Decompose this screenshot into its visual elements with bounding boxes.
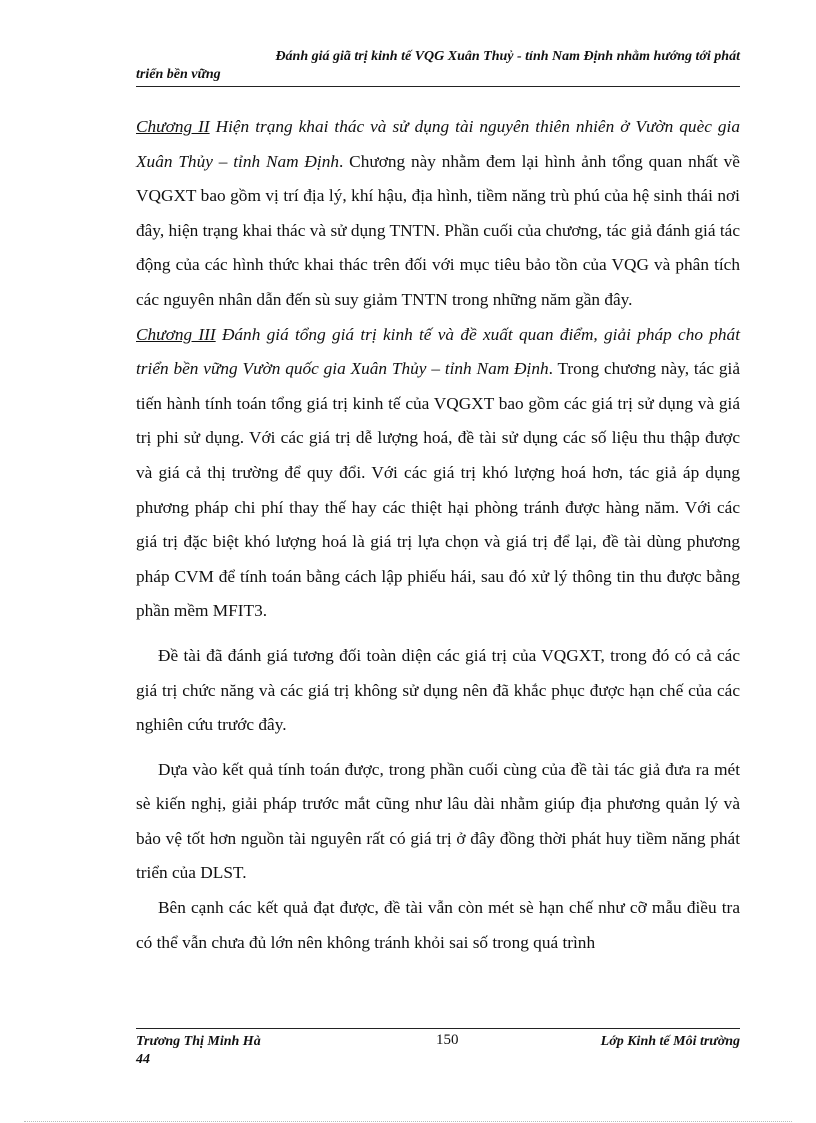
paragraph-chapter-2 <box>136 110 740 318</box>
paragraph-recommendations: Dựa vào kết quả tính toán được, trong phần cuối cùng của đề tài tác giả đưa ra mét sè kiến nghị, giải pháp trước mắt cũng như lâu dài nhằm giúp địa phương quản lý và bảo vệ tốt hơn nguồn tài nguyên rất có giá trị ở đây đồng thời phát huy tiềm năng phát triển của DLST. <box>136 759 740 883</box>
chapter-3-label: Chương III <box>136 324 216 344</box>
chapter-2-title: Hiện trạng khai thác và sử dụng tài nguyên thiên nhiên ở Vườn quèc gia Xuân Thủy – tỉnh Nam Định <box>136 117 740 171</box>
chapter-3-text: . Trong chương này, tác giả tiến hành tính toán tổng giá trị kinh tế của VQGXT bao gồm các giá trị sử dụng và giá trị phi sử dụng. Với các giá trị dễ lượng hoá, đề tài sử dụng các số liệu thu thập được và giá cả thị trường để quy đổi. Với các giá trị khó lượng hoá hơn, tác giả áp dụng phương pháp chi phí thay thế hay các thiệt hại phòng tránh được hàng năm. Với các giá trị đặc biệt khó lượng hoá là giá trị lựa chọn và giá trị để lại, đề tài dùng phương pháp CVM để tính toán bằng cách lập phiếu hái, sau đó xử lý thông tin thu được bằng phần mềm MFIT3. <box>136 359 740 621</box>
page-footer <box>136 1028 740 1067</box>
header-title-line1: Đánh giá giã trị kinh tế VQG Xuân Thuỷ - tỉnh Nam Định nhằm hướng tới phát <box>275 49 740 64</box>
chapter-3-title: Đánh giá tổng giá trị kinh tế và đề xuất quan điểm, giải pháp cho phát triển bền vững Vườn quốc gia Xuân Thủy – tỉnh Nam Định <box>136 324 740 379</box>
chapter-2-label: Chương II <box>136 117 210 136</box>
page-bottom-divider <box>24 1121 792 1122</box>
paragraph-limitations: Bên cạnh các kết quả đạt được, đề tài vẫn còn mét sè hạn chế như cỡ mẫu điều tra có thể vẫn chưa đủ lớn nên không tránh khỏi sai số trong quá trình <box>136 898 740 952</box>
footer-class-name: Lớp Kinh tế Môi trường <box>600 1034 740 1049</box>
header-title-line2: triển bền vững <box>136 67 221 82</box>
footer-author: Trương Thị Minh Hà <box>136 1034 261 1049</box>
paragraph-chapter-3 <box>136 318 740 629</box>
paragraph-evaluation: Đề tài đã đánh giá tương đối toàn diện các giá trị của VQGXT, trong đó có cả các giá trị chức năng và các giá trị không sử dụng nên đã khắc phục được hạn chế của các nghiên cứu trước đây. <box>136 645 740 735</box>
page-header <box>136 48 740 87</box>
page-number: 150 <box>436 1032 459 1048</box>
footer-author-number: 44 <box>136 1052 150 1067</box>
chapter-2-text: . Chương này nhằm đem lại hình ảnh tổng quan nhất về VQGXT bao gồm vị trí địa lý, khí hậu, địa hình, tiềm năng trù phú của hệ sinh thái nơi đây, hiện trạng khai thác và sử dụng TNTN. Phần cuối của chương, tác giả đánh giá tác động của các hình thức khai thác trên đối với mục tiêu bảo tồn của VQG và phân tích các nguyên nhân dẫn đến sù suy giảm TNTN trong những năm gần đây. <box>136 151 740 309</box>
document-body <box>136 110 740 960</box>
